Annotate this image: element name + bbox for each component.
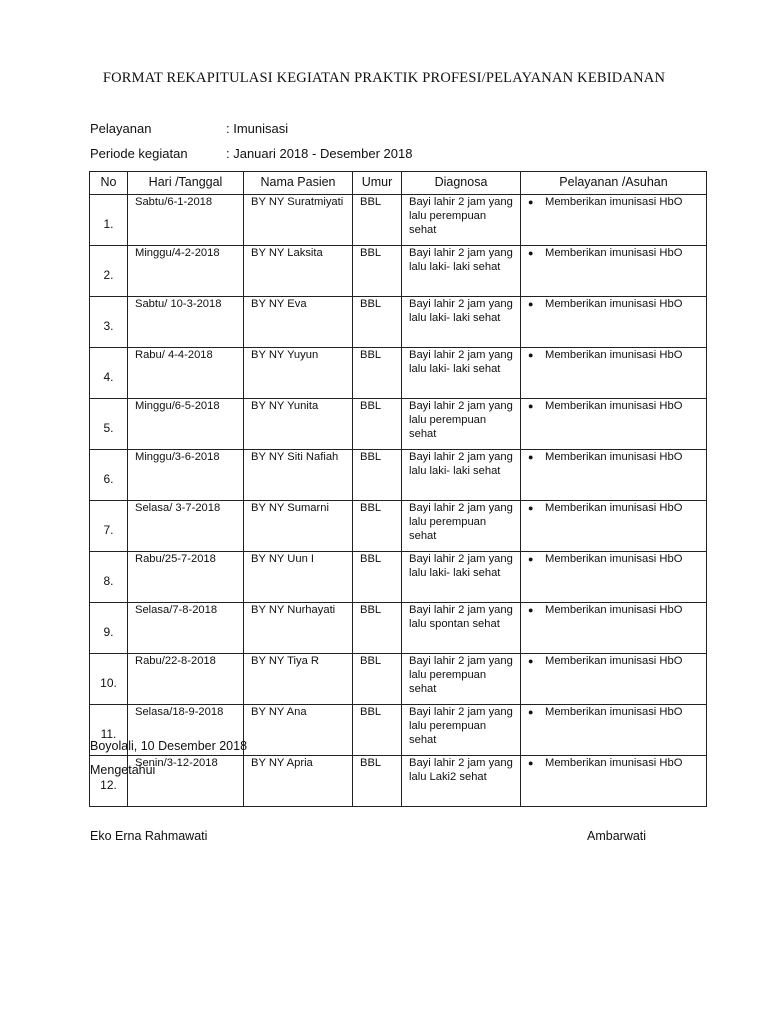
row-service: [521, 399, 707, 450]
row-diagnosis: Bayi lahir 2 jam yang lalu perempuan sehat: [402, 705, 521, 756]
row-age: BBL: [353, 501, 402, 552]
bullet-icon: ●: [528, 299, 534, 309]
pelayanan-value: : Imunisasi: [226, 121, 289, 136]
service-text: Memberikan imunisasi HbO: [545, 655, 683, 667]
bullet-icon: ●: [528, 758, 534, 768]
table-row: [90, 195, 707, 246]
service-text: Memberikan imunisasi HbO: [545, 757, 683, 769]
bullet-icon: ●: [528, 452, 534, 462]
service-text: Memberikan imunisasi HbO: [545, 247, 683, 259]
row-service: [521, 348, 707, 399]
service-text: Memberikan imunisasi HbO: [545, 349, 683, 361]
service-text: Memberikan imunisasi HbO: [545, 706, 683, 718]
service-text: Memberikan imunisasi HbO: [545, 298, 683, 310]
row-patient-name: BY NY Laksita: [244, 246, 353, 297]
row-date: Minggu/6-5-2018: [128, 399, 244, 450]
row-diagnosis: Bayi lahir 2 jam yang lalu perempuan sehat: [402, 501, 521, 552]
row-age: BBL: [353, 450, 402, 501]
row-date: Sabtu/ 10-3-2018: [128, 297, 244, 348]
service-text: Memberikan imunisasi HbO: [545, 451, 683, 463]
row-service: [521, 654, 707, 705]
row-age: BBL: [353, 348, 402, 399]
row-service: [521, 756, 707, 807]
row-patient-name: BY NY Yuyun: [244, 348, 353, 399]
table-row: [90, 348, 707, 399]
periode-label: Periode kegiatan: [90, 146, 188, 161]
row-patient-name: BY NY Suratmiyati: [244, 195, 353, 246]
row-diagnosis: Bayi lahir 2 jam yang lalu spontan sehat: [402, 603, 521, 654]
row-age: BBL: [353, 705, 402, 756]
table-row: [90, 399, 707, 450]
row-diagnosis: Bayi lahir 2 jam yang lalu perempuan sehat: [402, 654, 521, 705]
table-row: [90, 756, 707, 807]
row-number: 2.: [90, 246, 128, 297]
acknowledge-label: Mengetahui: [90, 763, 156, 777]
bullet-icon: ●: [528, 503, 534, 513]
row-patient-name: BY NY Apria: [244, 756, 353, 807]
bullet-icon: ●: [528, 554, 534, 564]
row-number: 7.: [90, 501, 128, 552]
row-number: 4.: [90, 348, 128, 399]
row-service: [521, 195, 707, 246]
header-date: Hari /Tanggal: [128, 172, 244, 195]
row-age: BBL: [353, 756, 402, 807]
row-date: Minggu/4-2-2018: [128, 246, 244, 297]
row-patient-name: BY NY Uun I: [244, 552, 353, 603]
row-age: BBL: [353, 399, 402, 450]
row-date: Sabtu/6-1-2018: [128, 195, 244, 246]
row-date: Rabu/ 4-4-2018: [128, 348, 244, 399]
periode-line: [90, 146, 412, 161]
bullet-icon: ●: [528, 605, 534, 615]
row-number: 11.: [90, 705, 128, 756]
row-patient-name: BY NY Siti Nafiah: [244, 450, 353, 501]
row-number: 3.: [90, 297, 128, 348]
row-date: Senin/3-12-2018: [128, 756, 244, 807]
row-patient-name: BY NY Eva: [244, 297, 353, 348]
table-row: [90, 450, 707, 501]
bullet-icon: ●: [528, 656, 534, 666]
table-row: [90, 654, 707, 705]
row-number: 12.: [90, 756, 128, 807]
bullet-icon: ●: [528, 197, 534, 207]
row-age: BBL: [353, 297, 402, 348]
place-date: Boyolali, 10 Desember 2018: [90, 739, 248, 753]
table-row: [90, 552, 707, 603]
periode-value: : Januari 2018 - Desember 2018: [226, 146, 413, 161]
row-number: 10.: [90, 654, 128, 705]
document-title: FORMAT REKAPITULASI KEGIATAN PRAKTIK PROFESI/PELAYANAN KEBIDANAN: [102, 70, 666, 86]
row-diagnosis: Bayi lahir 2 jam yang lalu laki- laki sehat: [402, 348, 521, 399]
header-diagnosis: Diagnosa: [402, 172, 521, 195]
row-date: Selasa/18-9-2018: [128, 705, 244, 756]
bullet-icon: ●: [528, 248, 534, 258]
row-patient-name: BY NY Ana: [244, 705, 353, 756]
table-header-row: [90, 172, 707, 195]
table-row: [90, 246, 707, 297]
service-text: Memberikan imunisasi HbO: [545, 604, 683, 616]
row-patient-name: BY NY Nurhayati: [244, 603, 353, 654]
row-service: [521, 603, 707, 654]
row-service: [521, 297, 707, 348]
header-patient-name: Nama Pasien: [244, 172, 353, 195]
row-diagnosis: Bayi lahir 2 jam yang lalu laki- laki sehat: [402, 552, 521, 603]
row-diagnosis: Bayi lahir 2 jam yang lalu Laki2 sehat: [402, 756, 521, 807]
row-age: BBL: [353, 654, 402, 705]
signer-right: Ambarwati: [587, 829, 647, 843]
header-no: No: [90, 172, 128, 195]
row-diagnosis: Bayi lahir 2 jam yang lalu laki- laki sehat: [402, 297, 521, 348]
signer-left: Eko Erna Rahmawati: [90, 829, 208, 843]
row-age: BBL: [353, 246, 402, 297]
row-patient-name: BY NY Tiya R: [244, 654, 353, 705]
row-diagnosis: Bayi lahir 2 jam yang lalu laki- laki sehat: [402, 450, 521, 501]
row-date: Rabu/25-7-2018: [128, 552, 244, 603]
recap-table: [89, 171, 707, 807]
pelayanan-label: Pelayanan: [90, 121, 152, 136]
header-service: Pelayanan /Asuhan: [521, 172, 707, 195]
row-date: Selasa/7-8-2018: [128, 603, 244, 654]
row-diagnosis: Bayi lahir 2 jam yang lalu laki- laki sehat: [402, 246, 521, 297]
row-service: [521, 501, 707, 552]
service-text: Memberikan imunisasi HbO: [545, 400, 683, 412]
service-text: Memberikan imunisasi HbO: [545, 196, 683, 208]
row-service: [521, 246, 707, 297]
row-number: 9.: [90, 603, 128, 654]
row-number: 6.: [90, 450, 128, 501]
row-date: Rabu/22-8-2018: [128, 654, 244, 705]
row-number: 1.: [90, 195, 128, 246]
row-patient-name: BY NY Sumarni: [244, 501, 353, 552]
row-diagnosis: Bayi lahir 2 jam yang lalu perempuan sehat: [402, 195, 521, 246]
row-service: [521, 552, 707, 603]
row-diagnosis: Bayi lahir 2 jam yang lalu perempuan sehat: [402, 399, 521, 450]
header-age: Umur: [353, 172, 402, 195]
row-date: Minggu/3-6-2018: [128, 450, 244, 501]
row-service: [521, 705, 707, 756]
row-age: BBL: [353, 552, 402, 603]
row-patient-name: BY NY Yunita: [244, 399, 353, 450]
pelayanan-line: [90, 121, 288, 136]
row-service: [521, 450, 707, 501]
bullet-icon: ●: [528, 350, 534, 360]
table-row: [90, 297, 707, 348]
row-age: BBL: [353, 195, 402, 246]
service-text: Memberikan imunisasi HbO: [545, 502, 683, 514]
row-number: 5.: [90, 399, 128, 450]
service-text: Memberikan imunisasi HbO: [545, 553, 683, 565]
row-number: 8.: [90, 552, 128, 603]
table-row: [90, 501, 707, 552]
table-row: [90, 603, 707, 654]
bullet-icon: ●: [528, 401, 534, 411]
row-age: BBL: [353, 603, 402, 654]
row-date: Selasa/ 3-7-2018: [128, 501, 244, 552]
bullet-icon: ●: [528, 707, 534, 717]
